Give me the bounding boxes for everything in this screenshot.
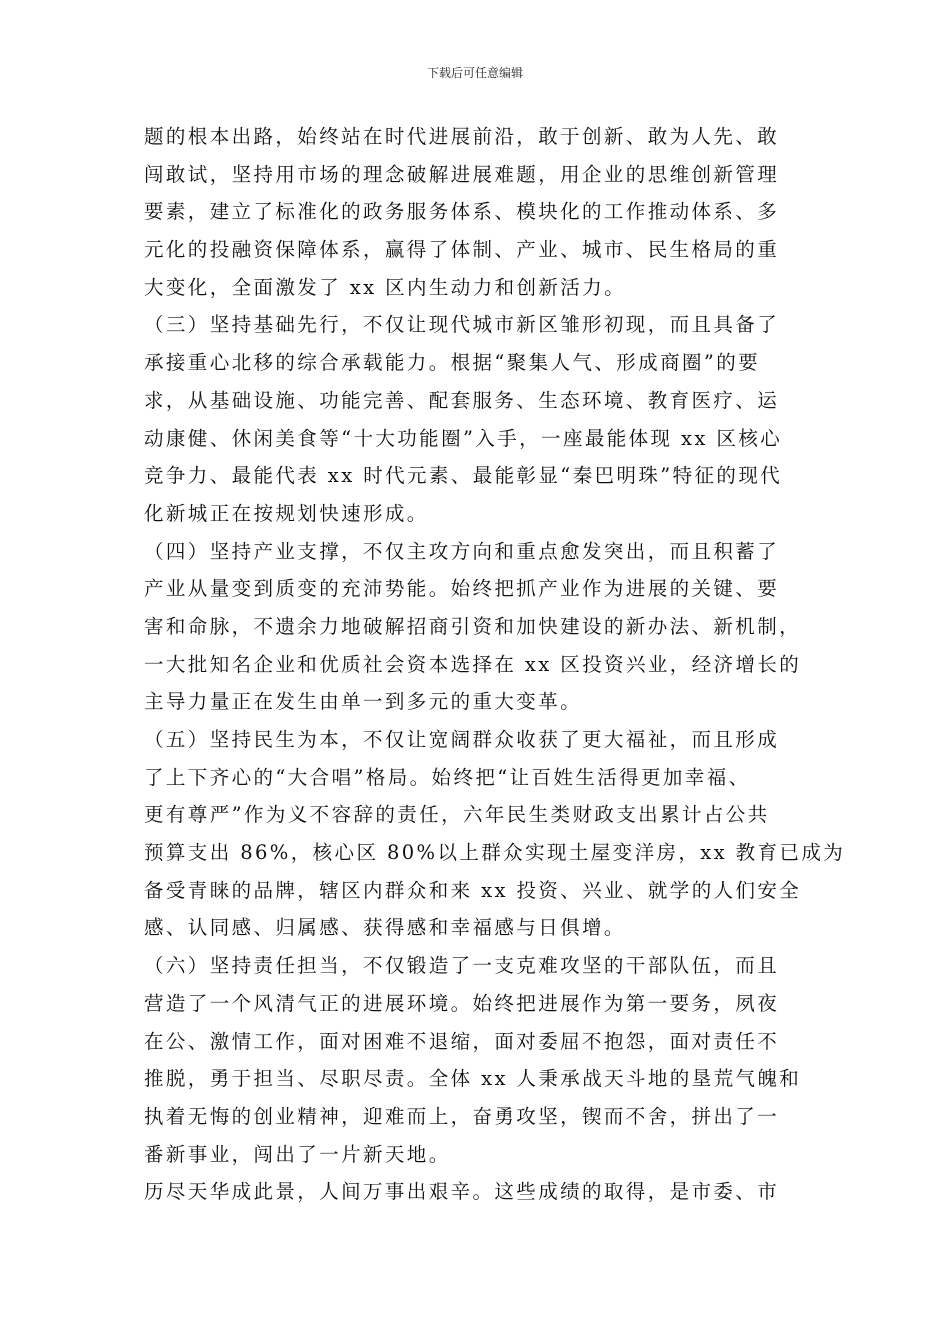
text-line: 感、认同感、归属感、获得感和幸福感与日俱增。 (144, 916, 626, 940)
text-line: 求，从基础设施、功能完善、配套服务、生态环境、教育医疗、运 (144, 388, 780, 412)
text-line: 大变化，全面激发了 xx 区内生动力和创新活力。 (144, 275, 626, 299)
text-line: 要素，建立了标准化的政务服务体系、模块化的工作推动体系、多 (144, 200, 780, 224)
text-line: （五）坚持民生为本，不仅让宽阔群众收获了更大福祉，而且形成 (144, 728, 780, 751)
text-line: 闯敢试，坚持用市场的理念破解进展难题，用企业的思维创新管理 (144, 162, 780, 186)
text-line: 题的根本出路，始终站在时代进展前沿，敢于创新、敢为人先、敢 (144, 125, 780, 148)
text-line: 更有尊严”作为义不容辞的责任，六年民生类财政支出累计占公共 (144, 803, 770, 827)
text-line: 一大批知名企业和优质社会资本选择在 xx 区投资兴业，经济增长的 (144, 652, 802, 676)
text-line: 推脱，勇于担当、尽职尽责。全体 xx 人秉承战天斗地的垦荒气魄和 (144, 1067, 802, 1091)
text-line: 了上下齐心的“大合唱”格局。始终把“让百姓生活得更加幸福、 (144, 765, 751, 789)
text-line: 在公、激情工作，面对困难不退缩，面对委屈不抱怨，面对责任不 (144, 1029, 780, 1053)
text-line: 承接重心北移的综合承载能力。根据“聚集人气、形成商圈”的要 (144, 351, 761, 375)
text-line: 害和命脉，不遗余力地破解招商引资和加快建设的新办法、新机制， (144, 614, 802, 638)
document-body (144, 118, 846, 1211)
text-line: 历尽天华成此景，人间万事出艰辛。这些成绩的取得，是市委、市 (144, 1180, 780, 1204)
text-line: 竞争力、最能代表 xx 时代元素、最能彰显“秦巴明珠”特征的现代 (144, 464, 783, 488)
page-header: 下载后可任意编辑 (426, 66, 523, 80)
text-line: 元化的投融资保障体系，赢得了体制、产业、城市、民生格局的重 (144, 238, 780, 262)
text-line: 预算支出 86%，核心区 80%以上群众实现土屋变洋房，xx 教育已成为 (144, 841, 846, 865)
text-line: 产业从量变到质变的充沛势能。始终把抓产业作为进展的关键、要 (144, 577, 780, 601)
text-line: 备受青睐的品牌，辖区内群众和来 xx 投资、兴业、就学的人们安全 (144, 878, 802, 902)
text-line: 番新事业，闯出了一片新天地。 (144, 1142, 451, 1166)
text-line: （三）坚持基础先行，不仅让现代城市新区雏形初现，而且具备了 (144, 313, 780, 337)
text-line: 营造了一个风清气正的进展环境。始终把进展作为第一要务，夙夜 (144, 991, 780, 1015)
text-line: 动康健、休闲美食等“十大功能圈”入手，一座最能体现 xx 区核心 (144, 426, 783, 450)
text-line: （六）坚持责任担当，不仅锻造了一支克难攻坚的干部队伍，而且 (144, 954, 780, 978)
text-line: 化新城正在按规划快速形成。 (144, 501, 429, 525)
text-line: 执着无悔的创业精神，迎难而上，奋勇攻坚，锲而不舍，拼出了一 (144, 1104, 780, 1128)
text-line: 主导力量正在发生由单一到多元的重大变革。 (144, 690, 583, 714)
text-line: （四）坚持产业支撑，不仅主攻方向和重点愈发突出，而且积蓄了 (144, 539, 780, 563)
